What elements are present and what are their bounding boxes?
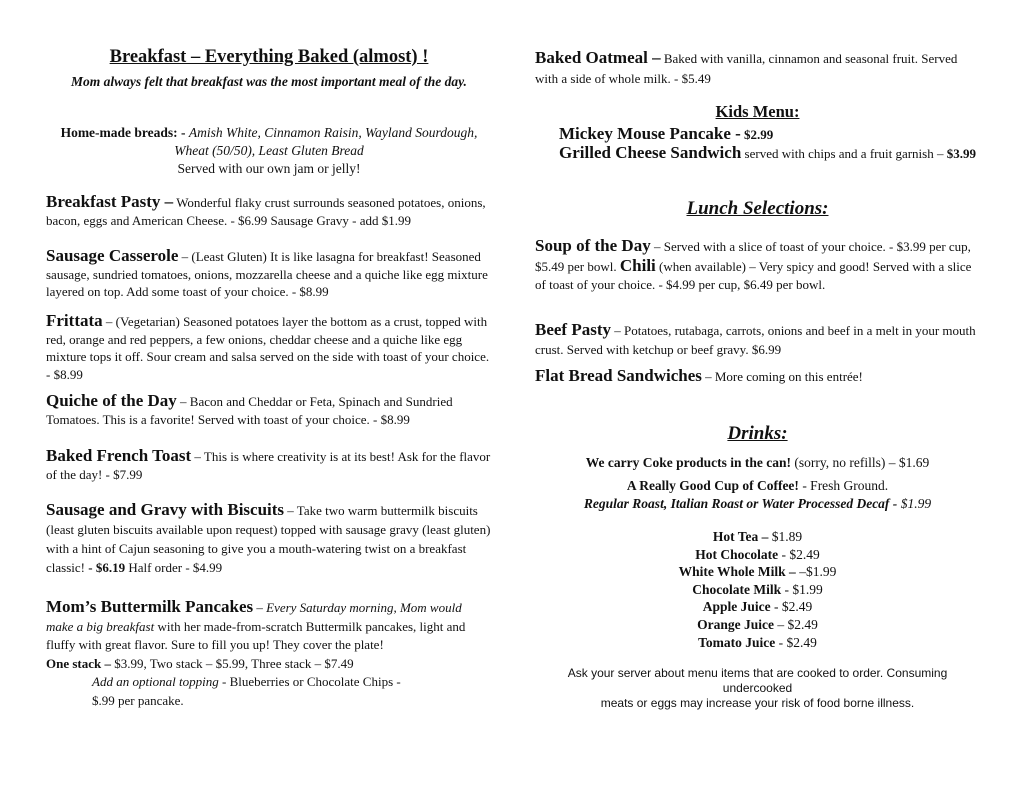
- breakfast-subtitle: Mom always felt that breakfast was the most important meal of the day.: [71, 74, 467, 89]
- drink-name: White Whole Milk –: [678, 564, 796, 580]
- item-name: Mickey Mouse Pancake -: [559, 124, 741, 143]
- breads-list: Amish White, Cinnamon Raisin, Wayland Sourdough, Wheat (50/50), Least Gluten Bread: [174, 125, 478, 158]
- menu-item-flat-bread: [535, 367, 980, 387]
- item-half-order: Half order - $4.99: [128, 560, 223, 575]
- item-desc: with her made-from-scratch Buttermilk pancakes, light and fluffy with great flavor. Sure to fill you up! They cover the plate!: [46, 618, 466, 652]
- topping-label: Add an optional topping: [92, 674, 219, 689]
- lunch-title: Lunch Selections:: [686, 198, 829, 219]
- stack-label: One stack –: [46, 655, 111, 671]
- item-desc: Baked with vanilla, cinnamon and seasonal fruit. Served with a side of whole milk. - $5.49: [535, 51, 958, 86]
- item-name: Sausage and Gravy with Biscuits: [46, 500, 285, 519]
- coke-label: We carry Coke products in the can!: [585, 455, 791, 470]
- menu-item-pancakes: [46, 598, 492, 710]
- drink-coffee: [535, 477, 980, 513]
- item-desc: – This is where creativity is at its best! Ask for the flavor of the day! - $7.99: [46, 449, 491, 482]
- kids-menu-title: Kids Menu:: [715, 102, 800, 121]
- menu-item-sausage-casserole: [46, 247, 492, 301]
- drink-name: Orange Juice: [697, 616, 774, 632]
- breads-note: Served with our own jam or jelly!: [177, 161, 361, 176]
- item-desc: – More coming on this entrée!: [705, 369, 863, 384]
- item-name-soup: Soup of the Day: [535, 236, 651, 255]
- item-desc-soup: – Served with a slice of toast of your choice. - $3.99 per cup, $5.49 per bowl.: [535, 239, 971, 274]
- item-dash: –: [256, 600, 263, 615]
- coffee-note: - Fresh Ground.: [802, 478, 889, 493]
- menu-item-baked-oatmeal: [535, 48, 980, 89]
- item-name: Mom’s Buttermilk Pancakes: [46, 597, 254, 616]
- item-desc: served with chips and a fruit garnish –: [744, 146, 944, 161]
- drink-price: - $2.49: [781, 546, 820, 562]
- item-desc: – (Vegetarian) Seasoned potatoes layer the bottom as a crust, topped with red, orange and red peppers, a few onions, cheddar cheese and a quiche like egg mixture tops it off. Sour cream and salsa served on the side with toast of your choice. - $8.99: [46, 314, 490, 382]
- drink-item-apple-juice: [535, 598, 980, 616]
- item-name: Grilled Cheese Sandwich: [559, 143, 742, 162]
- drink-name: Apple Juice: [702, 599, 771, 615]
- drink-price: - $2.49: [774, 599, 813, 615]
- drink-price: - $1.99: [784, 581, 823, 597]
- drink-item-orange-juice: [535, 616, 980, 634]
- food-safety-notice: [535, 666, 980, 711]
- item-desc-italic: Every Saturday morning, Mom would make a big breakfast: [46, 600, 462, 634]
- menu-item-french-toast: [46, 447, 492, 483]
- notice-line-1: Ask your server about menu items that are cooked to order. Consuming: [567, 666, 948, 680]
- drink-item-chocolate-milk: [535, 581, 980, 599]
- breads-section: [46, 124, 492, 178]
- menu-item-breakfast-pasty: [46, 193, 492, 229]
- topping-line: [46, 673, 422, 710]
- item-name: Baked French Toast: [46, 446, 192, 465]
- drink-item-white-milk: [535, 563, 980, 581]
- item-name: Flat Bread Sandwiches: [535, 366, 702, 385]
- notice-line-3: meats or eggs may increase your risk of food borne illness.: [600, 696, 915, 710]
- item-desc: Wonderful flaky crust surrounds seasoned potatoes, onions, bacon, eggs and American Cheese. - $6.99 Sausage Gravy - add $1.99: [46, 195, 486, 228]
- item-name: Baked Oatmeal –: [535, 48, 661, 67]
- coffee-label: A Really Good Cup of Coffee!: [626, 478, 799, 493]
- item-desc: – Take two warm buttermilk biscuits (least gluten biscuits available upon request) topped with sausage gravy (least gluten) with a hint of Cajun seasoning to give you a mouth-watering twist on a breakfast classic!: [46, 503, 491, 575]
- drink-item-hot-tea: [535, 528, 980, 546]
- breakfast-title: Breakfast – Everything Baked (almost) !: [109, 47, 429, 67]
- item-name: Quiche of the Day: [46, 391, 177, 410]
- topping-desc: - Blueberries or Chocolate Chips - $.99 per pancake.: [92, 674, 401, 708]
- drinks-title: Drinks:: [727, 423, 788, 444]
- item-desc: – Bacon and Cheddar or Feta, Spinach and Sundried Tomatoes. This is a favorite! Served with toast of your choice. - $8.99: [46, 394, 453, 427]
- drink-price: - $2.49: [778, 634, 817, 650]
- kids-item-grilled-cheese: [559, 144, 979, 163]
- drink-name: Hot Chocolate: [695, 546, 779, 562]
- drink-price: – $2.49: [777, 616, 818, 632]
- drink-coke: [535, 454, 980, 472]
- menu-item-frittata: [46, 312, 492, 383]
- item-price: $3.99: [946, 146, 976, 161]
- drinks-list: [535, 528, 980, 651]
- notice-line-2: undercooked: [722, 681, 793, 695]
- drink-price: –$1.99: [799, 564, 837, 580]
- drink-name: Hot Tea –: [712, 529, 769, 544]
- item-name: Sausage Casserole: [46, 246, 179, 265]
- coffee-roasts: Regular Roast, Italian Roast or Water Processed Decaf -: [583, 496, 898, 511]
- kids-item-pancake: [559, 125, 979, 144]
- item-desc: – (Least Gluten) It is like lasagna for breakfast! Seasoned sausage, sundried tomatoes, onions, mozzarella cheese and a quiche like egg mixture layered on top. Add some toast of your choice. - $8.99: [46, 249, 488, 299]
- item-price: - $6.19: [88, 560, 126, 575]
- item-price: $2.99: [744, 127, 774, 142]
- kids-menu-items: [559, 125, 979, 163]
- drink-item-hot-chocolate: [535, 546, 980, 564]
- item-name: Frittata: [46, 311, 103, 330]
- menu-item-sausage-gravy-biscuits: [46, 500, 492, 577]
- menu-item-beef-pasty: [535, 321, 980, 359]
- breads-label: Home-made breads: -: [60, 125, 186, 140]
- stack-prices: $3.99, Two stack – $5.99, Three stack – $7.49: [114, 655, 354, 671]
- item-name: Breakfast Pasty –: [46, 192, 174, 211]
- drink-name: Chocolate Milk: [692, 581, 782, 597]
- menu-item-quiche: [46, 392, 492, 428]
- item-name-chili: Chili: [619, 255, 656, 275]
- item-desc: – Potatoes, rutabaga, carrots, onions and beef in a melt in your mouth crust. Served with ketchup or beef gravy. $6.99: [535, 323, 976, 357]
- drink-price: $1.89: [771, 529, 803, 544]
- item-name: Beef Pasty: [535, 320, 612, 339]
- coffee-price: $1.99: [900, 496, 932, 511]
- drink-name: Tomato Juice: [698, 634, 776, 650]
- drink-item-tomato-juice: [535, 634, 980, 652]
- item-desc-chili: (when available) – Very spicy and good! Served with a slice of toast of your choice. - $4.99 per cup, $6.49 per bowl.: [535, 258, 972, 292]
- menu-item-soup-chili: [535, 237, 980, 295]
- coke-note: (sorry, no refills) – $1.69: [794, 455, 930, 470]
